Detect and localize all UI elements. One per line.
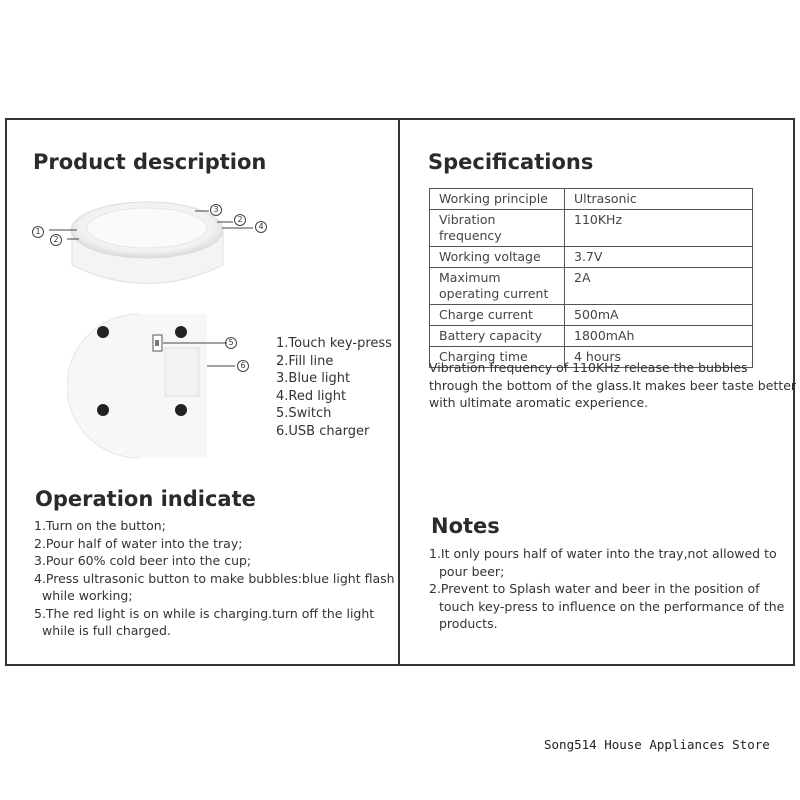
rubber-foot-1 (97, 326, 109, 338)
product-bottom-illustration (67, 310, 277, 460)
operation-line: while is full charged. (42, 623, 171, 638)
operation-list (34, 517, 395, 640)
notes-line: 2.Prevent to Splash water and beer in the position of (429, 581, 760, 596)
callout-1: 1 (32, 226, 44, 238)
rubber-foot-4 (175, 404, 187, 416)
operation-line: 5.The red light is on while is charging.turn off the light (34, 605, 375, 621)
usb-cover (165, 348, 199, 396)
callout-6: 6 (237, 360, 249, 372)
callout-4: 4 (255, 221, 267, 233)
operation-line: while working; (42, 588, 133, 603)
spec-description-line: through the bottom of the glass.It makes beer taste better (429, 377, 797, 393)
operation-line: 2.Pour half of water into the tray; (34, 535, 243, 551)
store-watermark: Song514 House Appliances Store (544, 737, 770, 752)
left-panel (5, 118, 400, 666)
rubber-foot-2 (175, 326, 187, 338)
operation-title: Operation indicate (35, 487, 256, 511)
operation-line: 1.Turn on the button; (34, 518, 166, 533)
table-row: Charging time 4 hours (430, 347, 753, 368)
legend-item: 2.Fill line (276, 353, 334, 369)
operation-line: 4.Press ultrasonic button to make bubbles:blue light flash (34, 570, 395, 586)
table-row: Maximum operating current 2A (430, 268, 753, 305)
notes-line: products. (439, 616, 498, 631)
table-row: Battery capacity 1800mAh (430, 326, 753, 347)
notes-title: Notes (431, 514, 500, 538)
product-description-title: Product description (33, 150, 267, 174)
rubber-foot-3 (97, 404, 109, 416)
legend-item: 3.Blue light (276, 371, 351, 386)
table-row: Vibration frequency 110KHz (430, 210, 753, 247)
spec-description-line: Vibration frequency of 110KHz release the bubbles (429, 360, 748, 375)
callout-5: 5 (225, 337, 237, 349)
legend-item: 6.USB charger (276, 423, 370, 439)
callout-2-right: 2 (234, 214, 246, 226)
table-row: Working principle Ultrasonic (430, 189, 753, 210)
notes-line: pour beer; (439, 563, 505, 579)
notes-line: touch key-press to influence on the performance of the (439, 598, 785, 614)
legend-item: 5.Switch (276, 406, 332, 421)
product-top-illustration (27, 190, 287, 300)
specifications-table (429, 188, 753, 368)
specifications-title: Specifications (428, 150, 594, 174)
legend-item: 1.Touch key-press (276, 336, 392, 351)
callout-3: 3 (210, 204, 222, 216)
legend-item: 4.Red light (276, 388, 347, 404)
table-row: Working voltage 3.7V (430, 247, 753, 268)
spec-description-line: with ultimate aromatic experience. (429, 395, 649, 410)
callout-2-left: 2 (50, 234, 62, 246)
right-panel (398, 118, 795, 666)
notes-line: 1.It only pours half of water into the tray,not allowed to (429, 546, 777, 561)
notes-list (429, 545, 784, 633)
parts-legend (276, 335, 392, 440)
switch-knob (155, 340, 159, 346)
operation-line: 3.Pour 60% cold beer into the cup; (34, 553, 252, 568)
spec-description (429, 359, 796, 412)
device-tray (87, 208, 207, 248)
table-row: Charge current 500mA (430, 305, 753, 326)
